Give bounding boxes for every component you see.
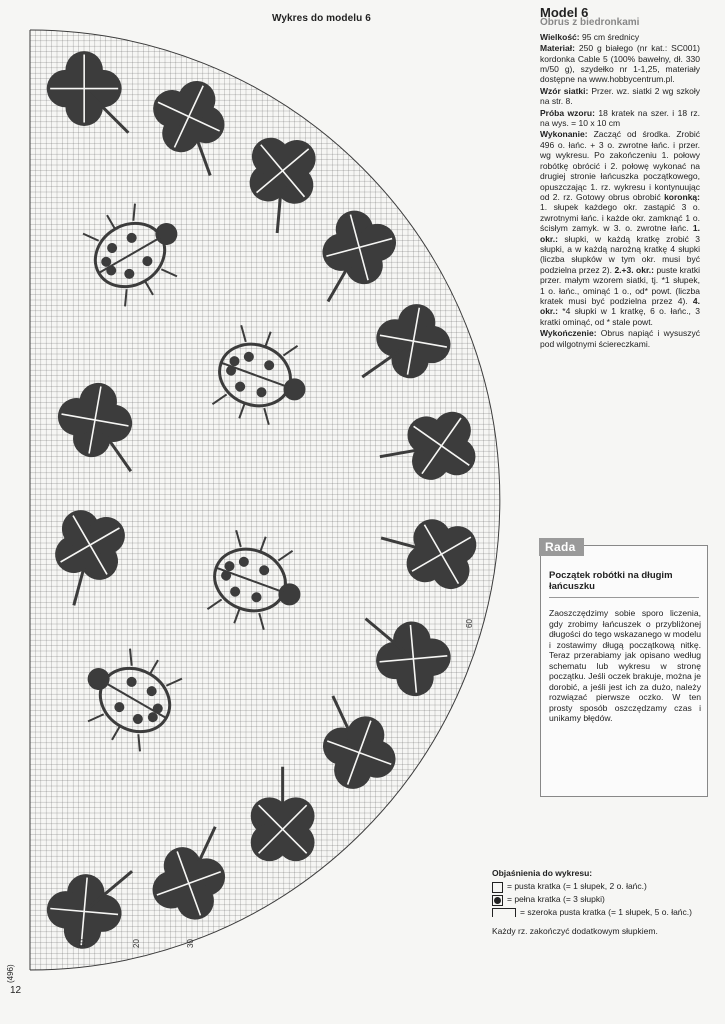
ladybug-leg	[259, 408, 273, 425]
ladybug-leg	[83, 229, 99, 246]
ladybug-spot	[255, 386, 268, 399]
legend-full: = pełna kratka (= 3 słupki)	[492, 894, 692, 906]
ladybug-leg	[231, 530, 245, 547]
filled-square-icon	[492, 895, 503, 906]
clover-motif	[50, 377, 145, 472]
ladybug-head	[280, 375, 308, 403]
ladybug-leg	[207, 596, 221, 613]
tip-body: Zaoszczędzimy sobie sporo liczenia, gdy zrobimy łańcuszek o przybliżonej długości do tego wskazanego w modelu i zostawimy długą początkową nitkę. Teraz przerabiamy jak opisano według schematu lub wykresu w stronę początku. Jeśli oczek brakuje, można je dorobić, a jeśli jest ich za dużo, należy rozwiązać pierwsze oczko. W ten prosty sposób oszczędzamy czas i unikamy błędów.	[549, 608, 701, 723]
ladybug-leg	[239, 403, 244, 418]
ladybug-leg	[126, 204, 142, 221]
ladybug-spot	[131, 712, 145, 726]
ladybug-spot	[125, 231, 139, 245]
tail-count: (496)	[6, 964, 15, 983]
legend-wide: = szeroka pusta kratka (= 1 słupek, 5 o. łańc.)	[492, 907, 692, 918]
page-number: 12	[10, 985, 22, 996]
ladybug-head	[275, 580, 303, 608]
clover-motif	[366, 612, 454, 700]
ladybug-motif	[76, 189, 199, 313]
ladybug-leg	[118, 289, 134, 306]
legend-title: Objaśnienia do wykresu:	[492, 868, 593, 878]
ladybug-leg	[265, 332, 270, 347]
ladybug-spot	[145, 684, 159, 698]
ladybug-spot	[229, 585, 242, 598]
ladybug-spot	[234, 380, 247, 393]
clover-motif	[225, 118, 340, 233]
ladybug-spot	[220, 569, 233, 582]
ladybug-leg	[112, 726, 120, 740]
axis-label-30: 30	[186, 939, 195, 948]
legend-empty: = pusta kratka (= 1 słupek, 2 o. łańc.)	[492, 881, 692, 893]
grid-para: Wzór siatki: Przer. wz. siatki 2 wg szkoły na str. 8.	[540, 85, 700, 107]
ladybug-head	[151, 219, 181, 249]
model-title: Model 6	[540, 5, 589, 20]
ladybug-spot	[123, 267, 137, 281]
ladybug-leg	[283, 342, 297, 359]
instructions-column	[540, 5, 700, 350]
gauge-para: Próba wzoru: 18 kratek na szer. i 18 rz. na wys. = 10 x 10 cm	[540, 107, 700, 129]
chart-title: Wykres do modelu 6	[272, 13, 371, 24]
clover-motif	[381, 497, 492, 608]
ladybug-leg	[254, 613, 268, 630]
clover-motif	[225, 767, 340, 882]
clover-motif	[47, 51, 129, 133]
ladybug-leg	[278, 547, 292, 564]
ladybug-leg	[236, 325, 250, 342]
clover-vein	[44, 499, 137, 592]
ladybug-motif	[66, 634, 189, 758]
ladybug-leg	[88, 709, 104, 726]
axis-label-20: 20	[132, 939, 141, 948]
material-para: Materiał: 250 g białego (nr kat.: SC001) kordonka Cable 5 (100% bawełny, dł. 330 m/50 g), szydełko nr 1-1,25, materiały dostępne na www.hobbycentrum.pl.	[540, 43, 700, 85]
clover-vein	[395, 508, 488, 601]
tip-badge: Rada	[539, 538, 584, 556]
empty-square-icon	[492, 882, 503, 893]
tip-box	[540, 540, 708, 797]
ladybug-spot	[141, 254, 155, 268]
chart-legend	[492, 868, 692, 937]
ladybug-spot	[105, 241, 119, 255]
size-para: Wielkość: 95 cm średnicy	[540, 31, 640, 42]
model-subtitle: Obrus z biedronkami	[540, 17, 640, 29]
legend-note: Każdy rz. zakończyć dodatkowym słupkiem.	[492, 926, 658, 936]
ladybug-spot	[125, 675, 139, 689]
tip-title: Początek robótki na długim łańcuszku	[549, 570, 699, 598]
axis-label-10: 10	[78, 939, 87, 948]
ladybug-spot	[237, 555, 250, 568]
ladybug-head	[84, 664, 114, 694]
work-para: Wykonanie: Zacząć od środka. Zrobić 496 o. łańc. + 3 o. zwrotne łańc. i przer. wg wykresu. Po zakończeniu 1. połowy robótkę obrócić i 2. połowę wykonać na drugiej stronie łańcuszka początkowego, opuszczając 1. rz. wykresu i kontynuując od 2. rz. Gotowy obrus obrobić koronką: 1. słupek każdego okr. zastąpić 3 o. zwrotnymi łańc. i każde okr. zamknąć 1 o. ścisłym zamyk. w 3. o. zwrotne łańc. 1. okr.: słupki, w każdą kratkę zrobić 3 słupki, a w każdą narożną kratkę 4 słupki (liczba słupków w tym okr. musi być podzielna przez 2). 2.+3. okr.: puste kratki przer. małym wzorem siatki, tj. *1 słupek, 1 o. łańc., ominąć 1 o., od* powt. (liczba kratek musi być podzielna przez 4). 4. okr.: *4 słupki w 1 kratkę, 6 o. łańc., 3 kratki ominąć, od * stale powt.	[540, 129, 700, 327]
ladybug-spot	[113, 700, 127, 714]
axis-label-60: 60	[465, 619, 474, 628]
ladybug-leg	[260, 537, 265, 552]
ladybug-spot	[258, 564, 271, 577]
clover-motif	[136, 67, 244, 175]
clover-motif	[380, 390, 494, 504]
ladybug-spot	[225, 364, 238, 377]
wide-square-icon	[492, 908, 516, 917]
ladybug-spot	[263, 359, 276, 372]
ladybug-spot	[242, 350, 255, 363]
finish-para: Wykończenie: Obrus napiąć i wysuszyć pod wilgotnymi ściereczkami.	[540, 328, 700, 349]
ladybug-leg	[166, 674, 182, 691]
ladybug-spot	[250, 591, 263, 604]
